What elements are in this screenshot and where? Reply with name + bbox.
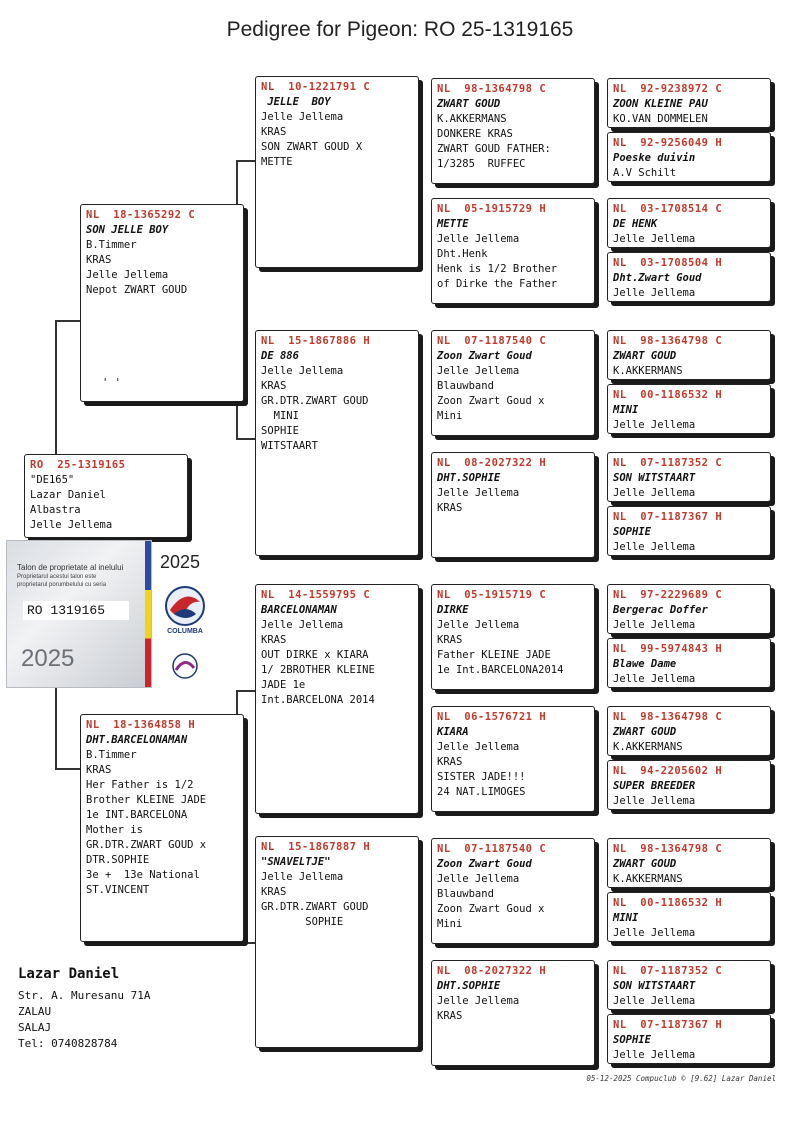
pigeon-info-line: SOPHIE [261,425,299,437]
pigeon-info-line: Jelle Jellema [261,111,344,123]
pigeon-info-line: WITSTAART [261,440,318,452]
pigeon-info-line: 1e Int.BARCELONA2014 [437,664,564,676]
pigeon-info-line: KRAS [437,756,463,768]
pigeon-info-line: Jelle Jellema [86,269,169,281]
pedigree-card [607,452,771,502]
certificate-subtext-line: proprietarul porumbelului cu seria [17,582,107,588]
pigeon-info-line: KRAS [437,634,463,646]
ring-number: NL 05-1915729 H [437,203,547,215]
pigeon-info-line: Henk is 1/2 Brother [437,263,558,275]
ring-certificate [6,540,152,688]
pedigree-card [607,78,771,128]
pigeon-name: ZWART GOUD [613,350,677,362]
pigeon-info-line: KRAS [261,126,287,138]
pigeon-info-line: SISTER JADE!!! [437,771,526,783]
pigeon-info-line: Albastra [30,504,81,516]
owner-phone: Tel: 0740828784 [18,1037,118,1050]
pigeon-info-line: A.V Schilt [613,167,677,179]
pedigree-card [607,706,771,756]
pigeon-name: SON JELLE BOY [86,224,169,236]
pigeon-info-line: DONKERE KRAS [437,128,513,140]
ring-number: NL 14-1559795 C [261,589,371,601]
pigeon-info-line: GR.DTR.ZWART GOUD [261,901,369,913]
pigeon-info-line: Jelle Jellema [437,995,520,1007]
pigeon-info-line: 3e + 13e National [86,869,200,881]
pigeon-info-line: Jelle Jellema [613,487,696,499]
pigeon-info-line: Jelle Jellema [261,365,344,377]
pigeon-info-line: OUT DIRKE x KIARA [261,649,369,661]
pigeon-info-line: 24 NAT.LIMOGES [437,786,526,798]
pigeon-name: ZWART GOUD [437,98,501,110]
pedigree-card [24,454,188,538]
connector [55,320,57,454]
pigeon-info-line: Jelle Jellema [613,619,696,631]
ring-number: NL 98-1364798 C [613,335,723,347]
columba-emblem-icon [160,584,210,690]
ring-number: NL 15-1867887 H [261,841,371,853]
ring-number: NL 08-2027322 H [437,457,547,469]
pigeon-info-line: Lazar Daniel [30,489,106,501]
pigeon-info-line: Blauwband [437,888,494,900]
pigeon-info-line: KRAS [261,380,287,392]
pigeon-info-line: SON ZWART GOUD X [261,141,363,153]
pigeon-info-line: KRAS [86,254,112,266]
pigeon-info-line: Jelle Jellema [613,927,696,939]
pigeon-info-line: SOPHIE [261,916,344,928]
footer-credit: 05-12-2025 Compuclub © [9.62] Lazar Daniel [586,1074,776,1083]
ring-number: NL 98-1364798 C [437,83,547,95]
pigeon-info-line: Jelle Jellema [437,233,520,245]
pigeon-info-line: Blauwband [437,380,494,392]
pigeon-info-line: JADE 1e [261,679,306,691]
pigeon-info-line: Zoon Zwart Goud x [437,395,545,407]
pedigree-card [431,198,595,304]
pigeon-info-line: "DE165" [30,474,75,486]
pedigree-card [431,78,595,184]
pedigree-card [607,252,771,302]
ring-number: NL 15-1867886 H [261,335,371,347]
pedigree-card [607,960,771,1010]
pigeon-info-line: Jelle Jellema [437,365,520,377]
pigeon-name: Blawe Dame [613,658,677,670]
pigeon-info-line: Father KLEINE JADE [437,649,551,661]
pedigree-card [607,838,771,888]
pedigree-card [431,838,595,944]
pigeon-name: KIARA [437,726,469,738]
pigeon-name: MINI [613,912,639,924]
pigeon-info-line: Jelle Jellema [613,1049,696,1061]
pedigree-card [607,330,771,380]
pigeon-info-line: B.Timmer [86,749,137,761]
pedigree-card [431,706,595,812]
columba-logo [160,584,210,690]
connector [55,320,82,322]
pigeon-info-line: Mother is [86,824,143,836]
pigeon-name: Zoon Zwart Goud [437,858,532,870]
pigeon-info-line: KRAS [86,764,112,776]
pigeon-info-line: Brother KLEINE JADE [86,794,207,806]
pedigree-card [255,584,419,814]
owner-block [18,966,150,1052]
connector [236,438,256,440]
pigeon-info-line: B.Timmer [86,239,137,251]
pedigree-card [80,714,244,942]
pigeon-name: ZWART GOUD [613,858,677,870]
pigeon-info-line: KRAS [261,886,287,898]
pedigree-card [431,452,595,558]
ring-number: NL 97-2229689 C [613,589,723,601]
pigeon-info-line: GR.DTR.ZWART GOUD [261,395,369,407]
pigeon-info-line: KRAS [261,634,287,646]
ring-number: NL 92-9256049 H [613,137,723,149]
ring-number: NL 07-1187367 H [613,511,723,523]
pigeon-name: ZOON KLEINE PAU [613,98,708,110]
pigeon-name: SOPHIE [613,526,651,538]
pedigree-card [607,198,771,248]
ring-number: NL 03-1708514 C [613,203,723,215]
pigeon-name: BARCELONAMAN [261,604,337,616]
ring-number: NL 98-1364798 C [613,843,723,855]
pigeon-info-line: K.AKKERMANS [437,113,507,125]
pigeon-info-line: Jelle Jellema [261,619,344,631]
pigeon-name: SUPER BREEDER [613,780,696,792]
owner-city: ZALAU [18,1005,52,1018]
owner-county: SALAJ [18,1021,52,1034]
ring-number: NL 92-9238972 C [613,83,723,95]
pigeon-info-line: Jelle Jellema [437,487,520,499]
pigeon-info-line: Zoon Zwart Goud x [437,903,545,915]
pigeon-name: Bergerac Doffer [613,604,708,616]
pigeon-info-line: Nepot ZWART GOUD [86,284,188,296]
pigeon-name: Poeske duivin [613,152,696,164]
pedigree-card [255,330,419,556]
pedigree-card [431,960,595,1066]
certificate-year: 2025 [160,552,201,572]
pedigree-card [607,1014,771,1064]
pigeon-info-line: Mini [437,918,463,930]
pigeon-info-line: METTE [261,156,293,168]
pigeon-info-line: Mini [437,410,463,422]
pigeon-info-line: Jelle Jellema [613,795,696,807]
pigeon-info-line: 1/3285 RUFFEC [437,158,526,170]
ring-number: NL 10-1221791 C [261,81,371,93]
ring-number: NL 07-1187352 C [613,965,723,977]
pigeon-info-line: Jelle Jellema [30,519,113,531]
certificate-subtext [17,573,106,589]
pedigree-card [607,132,771,182]
columba-label: COLUMBA [167,628,203,635]
pigeon-name: DIRKE [437,604,469,616]
pigeon-info-line: Jelle Jellema [437,619,520,631]
connector [55,768,82,770]
pigeon-info-line: Int.BARCELONA 2014 [261,694,375,706]
pigeon-info-line: Jelle Jellema [613,233,696,245]
ring-number: NL 00-1186532 H [613,389,723,401]
pigeon-info-line: Jelle Jellema [613,673,696,685]
pigeon-name: MINI [613,404,639,416]
page-title: Pedigree for Pigeon: RO 25-1319165 [226,18,574,41]
pigeon-info-line: K.AKKERMANS [613,365,683,377]
pedigree-card [80,204,244,402]
pedigree-card [255,836,419,1048]
connector [236,160,256,162]
owner-name: Lazar Daniel [18,966,120,982]
pigeon-info-line: KRAS [437,1010,463,1022]
connector [236,942,256,944]
pedigree-card [607,760,771,810]
pigeon-name: SOPHIE [613,1034,651,1046]
pigeon-info-line: ST.VINCENT [86,884,150,896]
pigeon-info-line: K.AKKERMANS [613,873,683,885]
certificate-subtext-line: Proprietarul acestui talon este [17,574,97,580]
pigeon-info-line: GR.DTR.ZWART GOUD x [86,839,207,851]
connector [236,690,256,692]
pigeon-info-line: KO.VAN DOMMELEN [613,113,708,125]
pigeon-info-line: of Dirke the Father [437,278,558,290]
certificate-ring-number: RO 1319165 [23,601,129,620]
ring-number: NL 05-1915719 C [437,589,547,601]
pedigree-card [431,330,595,436]
pigeon-info-line: Her Father is 1/2 [86,779,194,791]
pigeon-info-line: KRAS [437,502,463,514]
pigeon-info-line: DTR.SOPHIE [86,854,150,866]
ring-number: NL 18-1364858 H [86,719,196,731]
ring-number: NL 08-2027322 H [437,965,547,977]
pigeon-info-line: Jelle Jellema [613,419,696,431]
certificate-year-watermark: 2025 [21,645,75,672]
pigeon-info-line: Jelle Jellema [261,871,344,883]
pedigree-card [255,76,419,268]
ring-number: NL 98-1364798 C [613,711,723,723]
ring-number: NL 18-1365292 C [86,209,196,221]
pedigree-card [607,584,771,634]
certificate-heading: Talon de proprietate al inelului [17,563,124,572]
pedigree-card [607,892,771,942]
ring-number: NL 00-1186532 H [613,897,723,909]
ring-number: NL 07-1187540 C [437,843,547,855]
pigeon-info-line: Jelle Jellema [437,873,520,885]
ring-number: RO 25-1319165 [30,459,126,471]
pigeon-info-line: Jelle Jellema [613,541,696,553]
pigeon-name: DE HENK [613,218,658,230]
pigeon-name: Zoon Zwart Goud [437,350,532,362]
ring-number: NL 07-1187352 C [613,457,723,469]
pigeon-name: DE 886 [261,350,299,362]
ring-number: NL 07-1187540 C [437,335,547,347]
pigeon-name: DHT.SOPHIE [437,472,501,484]
pigeon-info-line: Jelle Jellema [437,741,520,753]
pedigree-card [607,384,771,434]
pen-mark: ' ' [102,377,121,389]
pigeon-info-line: K.AKKERMANS [613,741,683,753]
pigeon-info-line: Jelle Jellema [613,995,696,1007]
pigeon-name: Dht.Zwart Goud [613,272,702,284]
ring-number: NL 07-1187367 H [613,1019,723,1031]
pigeon-name: DHT.BARCELONAMAN [86,734,188,746]
pigeon-name: DHT.SOPHIE [437,980,501,992]
pigeon-info-line: ZWART GOUD FATHER: [437,143,551,155]
pigeon-name: SON WITSTAART [613,980,696,992]
pigeon-info-line: 1/ 2BROTHER KLEINE [261,664,375,676]
pigeon-info-line: MINI [261,410,299,422]
ring-number: NL 99-5974843 H [613,643,723,655]
pedigree-card [607,506,771,556]
owner-address: Str. A. Muresanu 71A [18,989,151,1002]
pigeon-info-line: Jelle Jellema [613,287,696,299]
ring-number: NL 94-2205602 H [613,765,723,777]
pigeon-name: "SNAVELTJE" [261,856,331,868]
pigeon-info-line: 1e INT.BARCELONA [86,809,188,821]
pigeon-name: SON WITSTAART [613,472,696,484]
pedigree-card [607,638,771,688]
pigeon-name: JELLE BOY [261,96,331,108]
pedigree-card [431,584,595,690]
ring-number: NL 03-1708504 H [613,257,723,269]
romanian-flag-stripe [145,541,151,688]
pigeon-name: METTE [437,218,469,230]
pigeon-name: ZWART GOUD [613,726,677,738]
pigeon-info-line: Dht.Henk [437,248,488,260]
ring-number: NL 06-1576721 H [437,711,547,723]
